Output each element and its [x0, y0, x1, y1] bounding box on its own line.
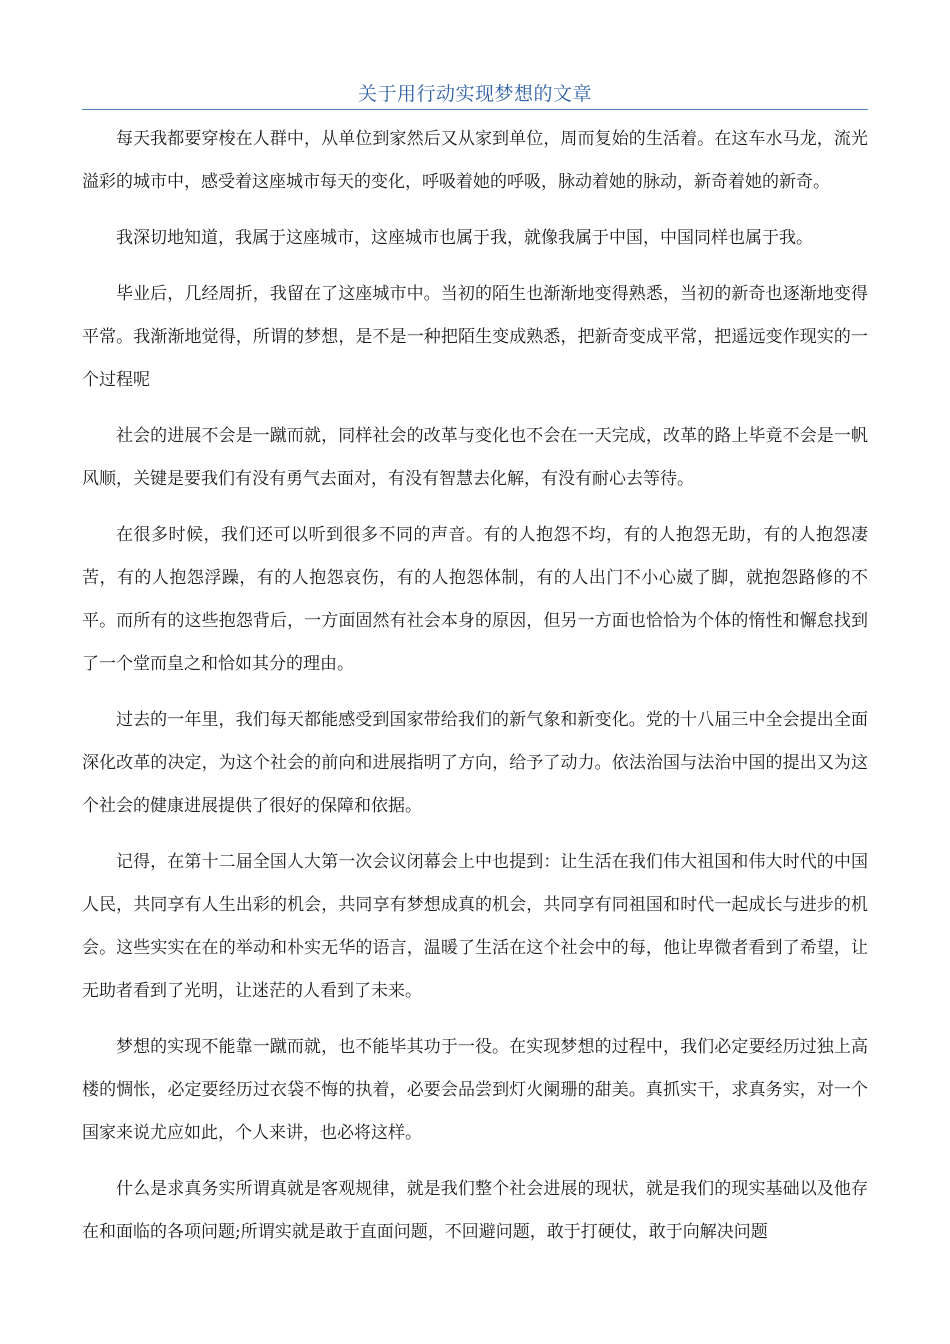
paragraph: 每天我都要穿梭在人群中，从单位到家然后又从家到单位，周而复始的生活着。在这车水马龙，流光溢彩的城市中，感受着这座城市每天的变化，呼吸着她的呼吸，脉动着她的脉动，新奇着她的新奇。: [82, 129, 868, 192]
paragraph: 记得，在第十二届全国人大第一次会议闭幕会上中也提到：让生活在我们伟大祖国和伟大时代的中国人民，共同享有人生出彩的机会，共同享有梦想成真的机会，共同享有同祖国和时代一起成长与进步的机会。这些实实在在的举动和朴实无华的语言，温暖了生活在这个社会中的每，他让卑微者看到了希望，让无助者看到了光明，让迷茫的人看到了未来。: [82, 852, 868, 1001]
document-body: [82, 118, 868, 1267]
paragraph: 在很多时候，我们还可以听到很多不同的声音。有的人抱怨不均，有的人抱怨无助，有的人抱怨凄苦，有的人抱怨浮躁，有的人抱怨哀伤，有的人抱怨体制，有的人出门不小心崴了脚，就抱怨路修的不平。而所有的这些抱怨背后，一方面固然有社会本身的原因，但另一方面也恰恰为个体的惰性和懈怠找到了一个堂而皇之和恰如其分的理由。: [82, 525, 868, 674]
paragraph: 过去的一年里，我们每天都能感受到国家带给我们的新气象和新变化。党的十八届三中全会提出全面深化改革的决定，为这个社会的前向和进展指明了方向，给予了动力。依法治国与法治中国的提出又为这个社会的健康进展提供了很好的保障和依据。: [82, 710, 868, 816]
paragraph: 社会的进展不会是一蹴而就，同样社会的改革与变化也不会在一天完成，改革的路上毕竟不会是一帆风顺，关键是要我们有没有勇气去面对，有没有智慧去化解，有没有耐心去等待。: [82, 426, 868, 489]
paragraph: 什么是求真务实所谓真就是客观规律，就是我们整个社会进展的现状，就是我们的现实基础以及他存在和面临的各项问题;所谓实就是敢于直面问题，不回避问题，敢于打硬仗，敢于向解决问题: [82, 1179, 868, 1242]
page-header: [82, 82, 868, 110]
document-title: 关于用行动实现梦想的文章: [357, 83, 592, 105]
paragraph: 梦想的实现不能靠一蹴而就，也不能毕其功于一役。在实现梦想的过程中，我们必定要经历过独上高楼的惆怅，必定要经历过衣袋不悔的执着，必要会品尝到灯火阑珊的甜美。真抓实干，求真务实，对一个国家来说尤应如此，个人来讲，也必将这样。: [82, 1037, 868, 1143]
paragraph: 毕业后，几经周折，我留在了这座城市中。当初的陌生也渐渐地变得熟悉，当初的新奇也逐渐地变得平常。我渐渐地觉得，所谓的梦想，是不是一种把陌生变成熟悉，把新奇变成平常，把遥远变作现实的一个过程呢: [82, 284, 868, 390]
paragraph: 我深切地知道，我属于这座城市，这座城市也属于我，就像我属于中国，中国同样也属于我。: [116, 228, 813, 248]
